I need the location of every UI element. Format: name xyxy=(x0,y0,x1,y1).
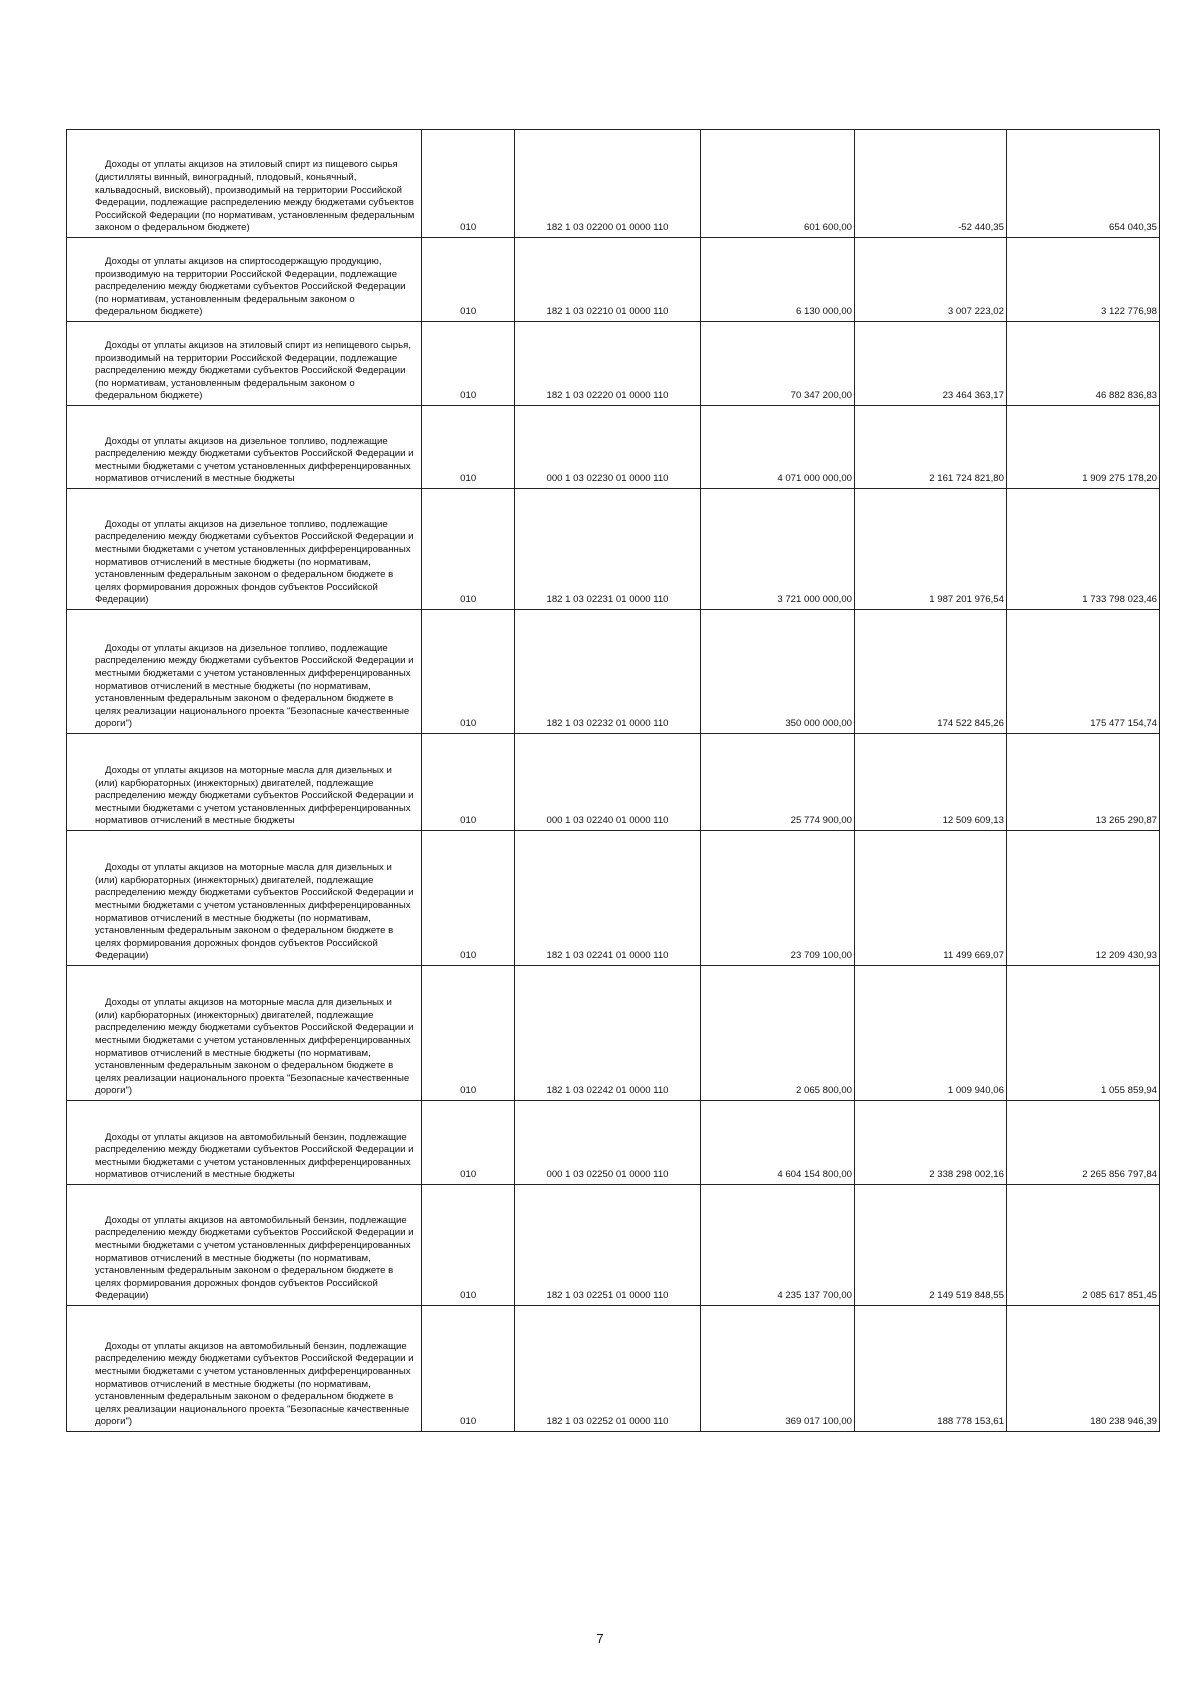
unexecuted-amount: 1 909 275 178,20 xyxy=(1006,406,1159,489)
executed-amount: 23 464 363,17 xyxy=(855,322,1007,406)
page-number: 7 xyxy=(596,1631,604,1646)
executed-amount: 11 499 669,07 xyxy=(855,831,1007,966)
approved-amount: 4 071 000 000,00 xyxy=(700,406,854,489)
table-row xyxy=(67,734,1160,831)
revenue-description-text: Доходы от уплаты акцизов на автомобильный бензин, подлежащие распределению между бюджетами субъектов Российской Федерации и местными бюджетами с учетом установленных дифференцированных нормативов отчислений в местные бюджеты xyxy=(95,1131,414,1181)
unexecuted-amount: 175 477 154,74 xyxy=(1006,610,1159,734)
revenue-description xyxy=(67,966,422,1101)
unexecuted-amount: 654 040,35 xyxy=(1006,130,1159,238)
budget-classification-code: 182 1 03 02252 01 0000 110 xyxy=(515,1306,701,1432)
approved-amount: 23 709 100,00 xyxy=(700,831,854,966)
budget-classification-code: 182 1 03 02232 01 0000 110 xyxy=(515,610,701,734)
executed-amount: 2 149 519 848,55 xyxy=(855,1185,1007,1306)
budget-classification-code: 000 1 03 02240 01 0000 110 xyxy=(515,734,701,831)
executed-amount: -52 440,35 xyxy=(855,130,1007,238)
table-row xyxy=(67,322,1160,406)
executed-amount: 1 987 201 976,54 xyxy=(855,489,1007,610)
executed-amount: 3 007 223,02 xyxy=(855,238,1007,322)
revenue-description xyxy=(67,130,422,238)
revenue-description-text: Доходы от уплаты акцизов на моторные масла для дизельных и (или) карбюраторных (инжекторных) двигателей, подлежащие распределению между бюджетами субъектов Российской Федерации и местными бюджетами с учетом установленных дифференцированных нормативов отчислений в местные бюджеты (по нормативам, установленным федеральным законом о федеральном бюджете в целях формирования дорожных фондов субъектов Российской Федерации) xyxy=(95,862,414,962)
approved-amount: 3 721 000 000,00 xyxy=(700,489,854,610)
approved-amount: 2 065 800,00 xyxy=(700,966,854,1101)
approved-amount: 350 000 000,00 xyxy=(700,610,854,734)
revenue-description-text: Доходы от уплаты акцизов на автомобильный бензин, подлежащие распределению между бюджетами субъектов Российской Федерации и местными бюджетами с учетом установленных дифференцированных нормативов отчислений в местные бюджеты (по нормативам, установленным федеральным законом о федеральном бюджете в целях формирования дорожных фондов субъектов Российской Федерации) xyxy=(95,1214,414,1302)
revenue-description-text: Доходы от уплаты акцизов на этиловый спирт из пищевого сырья (дистилляты винный, виноградный, плодовый, коньячный, кальвадосный, висковый), производимый на территории Российской Федерации, подлежащие распределению между бюджетами субъектов Российской Федерации (по нормативам, установленным федеральным законом о федеральном бюджете) xyxy=(95,159,415,234)
budget-classification-code: 182 1 03 02242 01 0000 110 xyxy=(515,966,701,1101)
revenue-description-text: Доходы от уплаты акцизов на моторные масла для дизельных и (или) карбюраторных (инжекторных) двигателей, подлежащие распределению между бюджетами субъектов Российской Федерации и местными бюджетами с учетом установленных дифференцированных нормативов отчислений в местные бюджеты xyxy=(95,765,414,827)
approved-amount: 4 604 154 800,00 xyxy=(700,1101,854,1185)
line-code: 010 xyxy=(422,1185,515,1306)
unexecuted-amount: 2 085 617 851,45 xyxy=(1006,1185,1159,1306)
unexecuted-amount: 12 209 430,93 xyxy=(1006,831,1159,966)
line-code: 010 xyxy=(422,238,515,322)
line-code: 010 xyxy=(422,966,515,1101)
table-row xyxy=(67,406,1160,489)
executed-amount: 2 161 724 821,80 xyxy=(855,406,1007,489)
approved-amount: 6 130 000,00 xyxy=(700,238,854,322)
executed-amount: 12 509 609,13 xyxy=(855,734,1007,831)
unexecuted-amount: 13 265 290,87 xyxy=(1006,734,1159,831)
executed-amount: 2 338 298 002,16 xyxy=(855,1101,1007,1185)
unexecuted-amount: 2 265 856 797,84 xyxy=(1006,1101,1159,1185)
table-body xyxy=(67,130,1160,1432)
approved-amount: 70 347 200,00 xyxy=(700,322,854,406)
table-row xyxy=(67,610,1160,734)
approved-amount: 369 017 100,00 xyxy=(700,1306,854,1432)
line-code: 010 xyxy=(422,1101,515,1185)
revenue-description xyxy=(67,1101,422,1185)
revenue-description-text: Доходы от уплаты акцизов на автомобильный бензин, подлежащие распределению между бюджетами субъектов Российской Федерации и местными бюджетами с учетом установленных дифференцированных нормативов отчислений в местные бюджеты (по нормативам, установленным федеральным законом о федеральном бюджете в целях реализации национального проекта "Безопасные качественные дороги") xyxy=(95,1340,414,1428)
unexecuted-amount: 3 122 776,98 xyxy=(1006,238,1159,322)
budget-classification-code: 182 1 03 02210 01 0000 110 xyxy=(515,238,701,322)
executed-amount: 1 009 940,06 xyxy=(855,966,1007,1101)
unexecuted-amount: 1 733 798 023,46 xyxy=(1006,489,1159,610)
table-row xyxy=(67,489,1160,610)
line-code: 010 xyxy=(422,734,515,831)
revenue-description xyxy=(67,1185,422,1306)
line-code: 010 xyxy=(422,831,515,966)
unexecuted-amount: 46 882 836,83 xyxy=(1006,322,1159,406)
approved-amount: 25 774 900,00 xyxy=(700,734,854,831)
revenue-description xyxy=(67,610,422,734)
revenue-description xyxy=(67,238,422,322)
budget-classification-code: 182 1 03 02220 01 0000 110 xyxy=(515,322,701,406)
line-code: 010 xyxy=(422,406,515,489)
executed-amount: 188 778 153,61 xyxy=(855,1306,1007,1432)
table-row xyxy=(67,1101,1160,1185)
revenue-description xyxy=(67,734,422,831)
table-row xyxy=(67,130,1160,238)
line-code: 010 xyxy=(422,130,515,238)
unexecuted-amount: 180 238 946,39 xyxy=(1006,1306,1159,1432)
revenue-description-text: Доходы от уплаты акцизов на спиртосодержащую продукцию, производимую на территории Российской Федерации, подлежащие распределению между бюджетами субъектов Российской Федерации (по нормативам, установленным федеральным законом о федеральном бюджете) xyxy=(95,256,406,318)
revenue-description xyxy=(67,322,422,406)
budget-classification-code: 182 1 03 02200 01 0000 110 xyxy=(515,130,701,238)
table-row xyxy=(67,831,1160,966)
approved-amount: 4 235 137 700,00 xyxy=(700,1185,854,1306)
table-row xyxy=(67,1306,1160,1432)
line-code: 010 xyxy=(422,610,515,734)
line-code: 010 xyxy=(422,1306,515,1432)
line-code: 010 xyxy=(422,322,515,406)
executed-amount: 174 522 845,26 xyxy=(855,610,1007,734)
budget-classification-code: 000 1 03 02250 01 0000 110 xyxy=(515,1101,701,1185)
revenue-description-text: Доходы от уплаты акцизов на дизельное топливо, подлежащие распределению между бюджетами субъектов Российской Федерации и местными бюджетами с учетом установленных дифференцированных нормативов отчислений в местные бюджеты (по нормативам, установленным федеральным законом о федеральном бюджете в целях формирования дорожных фондов субъектов Российской Федерации) xyxy=(95,518,414,606)
unexecuted-amount: 1 055 859,94 xyxy=(1006,966,1159,1101)
revenue-description xyxy=(67,406,422,489)
budget-classification-code: 182 1 03 02251 01 0000 110 xyxy=(515,1185,701,1306)
budget-classification-code: 000 1 03 02230 01 0000 110 xyxy=(515,406,701,489)
revenue-description xyxy=(67,1306,422,1432)
budget-revenue-table xyxy=(66,129,1160,1432)
revenue-description-text: Доходы от уплаты акцизов на моторные масла для дизельных и (или) карбюраторных (инжекторных) двигателей, подлежащие распределению между бюджетами субъектов Российской Федерации и местными бюджетами с учетом установленных дифференцированных нормативов отчислений в местные бюджеты (по нормативам, установленным федеральным законом о федеральном бюджете в целях реализации национального проекта "Безопасные качественные дороги") xyxy=(95,997,414,1097)
budget-classification-code: 182 1 03 02241 01 0000 110 xyxy=(515,831,701,966)
budget-classification-code: 182 1 03 02231 01 0000 110 xyxy=(515,489,701,610)
table-row xyxy=(67,966,1160,1101)
revenue-description-text: Доходы от уплаты акцизов на дизельное топливо, подлежащие распределению между бюджетами субъектов Российской Федерации и местными бюджетами с учетом установленных дифференцированных нормативов отчислений в местные бюджеты (по нормативам, установленным федеральным законом о федеральном бюджете в целях реализации национального проекта "Безопасные качественные дороги") xyxy=(95,642,414,730)
revenue-description-text: Доходы от уплаты акцизов на этиловый спирт из непищевого сырья, производимый на территории Российской Федерации, подлежащие распределению между бюджетами субъектов Российской Федерации (по нормативам, установленным федеральным законом о федеральном бюджете) xyxy=(95,340,411,402)
revenue-description-text: Доходы от уплаты акцизов на дизельное топливо, подлежащие распределению между бюджетами субъектов Российской Федерации и местными бюджетами с учетом установленных дифференцированных нормативов отчислений в местные бюджеты xyxy=(95,435,414,485)
line-code: 010 xyxy=(422,489,515,610)
revenue-description xyxy=(67,831,422,966)
approved-amount: 601 600,00 xyxy=(700,130,854,238)
table-row xyxy=(67,238,1160,322)
table-row xyxy=(67,1185,1160,1306)
revenue-description xyxy=(67,489,422,610)
